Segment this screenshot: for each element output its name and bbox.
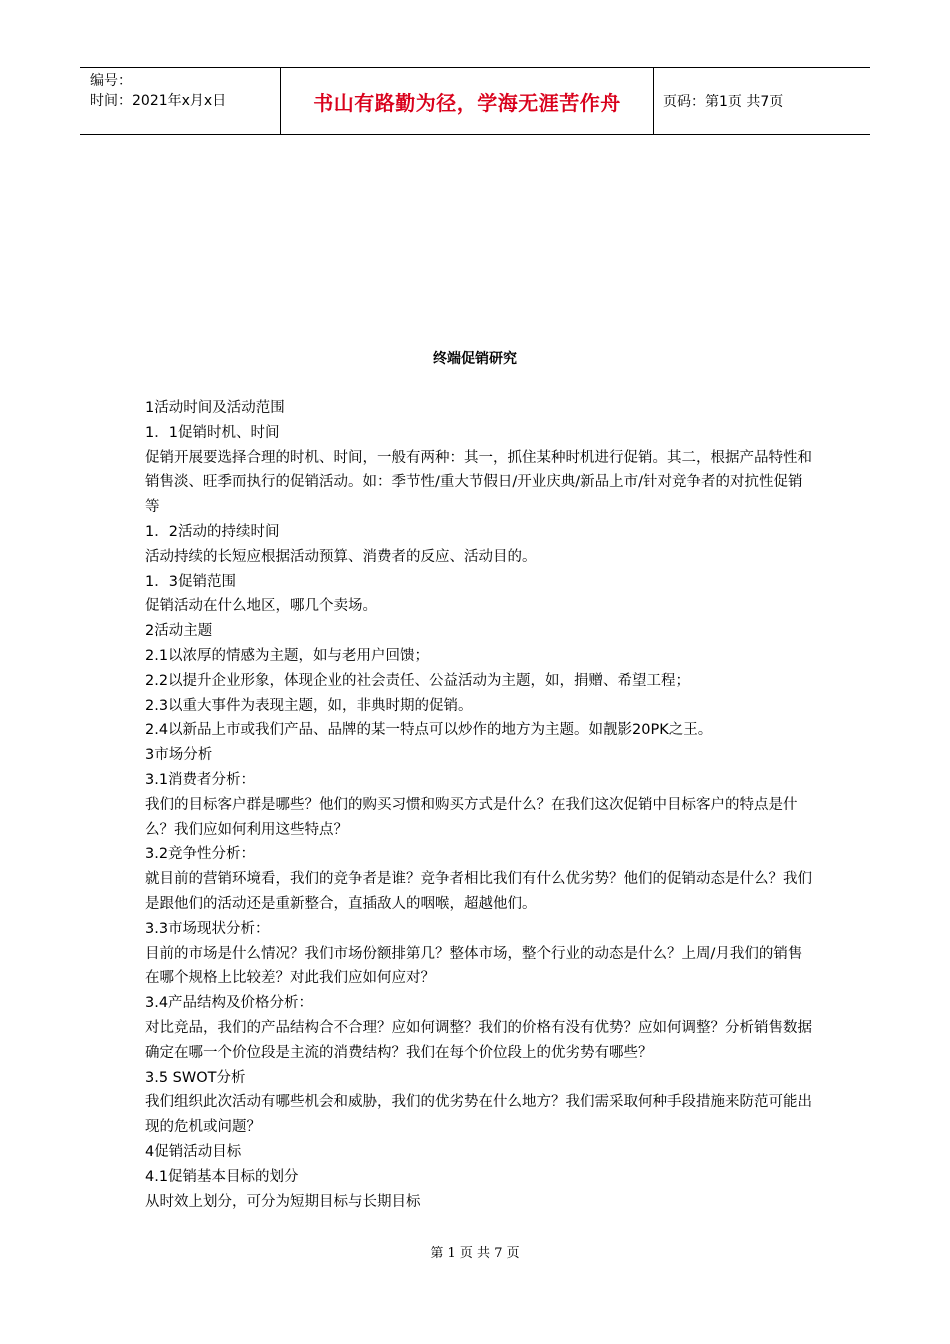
body-line: 2.3以重大事件为表现主题，如，非典时期的促销。	[145, 697, 473, 714]
document-title: 终端促销研究	[433, 351, 517, 367]
body-paragraph: 我们的目标客户群是哪些？他们的购买习惯和购买方式是什么？在我们这次促销中目标客户的特点是什么？我们应如何利用这些特点？	[145, 796, 798, 838]
body-paragraph: 就目前的营销环境看，我们的竞争者是谁？竞争者相比我们有什么优劣势？他们的促销动态是什么？我们是跟他们的活动还是重新整合，直插敌人的咽喉，超越他们。	[145, 871, 812, 912]
body-line: 2.1以浓厚的情感为主题，如与老用户回馈；	[145, 647, 430, 664]
body-line: 4.1促销基本目标的划分	[145, 1168, 299, 1185]
body-line: 1．2活动的持续时间	[145, 523, 280, 540]
header-motto: 书山有路勤为径，学海无涯苦作舟	[281, 68, 654, 134]
body-line: 3.4产品结构及价格分析：	[145, 995, 314, 1012]
document-number-label: 编号：	[90, 73, 132, 89]
header-meta-cell	[80, 68, 281, 134]
body-line: 1活动时间及活动范围	[145, 400, 285, 416]
body-line: 3.5 SWOT分析	[145, 1069, 246, 1086]
body-line: 2活动主题	[145, 623, 213, 640]
body-line: 2.4以新品上市或我们产品、品牌的某一特点可以炒作的地方为主题。如靓影20PK之王。	[145, 722, 713, 739]
body-paragraph: 对比竞品，我们的产品结构合不合理？应如何调整？我们的价格有没有优势？应如何调整？分析销售数据确定在哪一个价位段是主流的消费结构？我们在每个价位段上的优劣势有哪些？	[145, 1019, 812, 1061]
page-footer: 第 1 页 共 7 页	[430, 1246, 520, 1261]
body-line: 3.1消费者分析：	[145, 771, 256, 788]
document-body	[145, 396, 813, 1214]
body-paragraph: 活动持续的长短应根据活动预算、消费者的反应、活动目的。	[145, 548, 537, 565]
body-line: 1．1促销时机、时间	[145, 424, 280, 441]
body-line: 3.2竞争性分析：	[145, 846, 256, 863]
document-header-table	[80, 67, 870, 135]
body-line: 2.2以提升企业形象，体现企业的社会责任、公益活动为主题，如，捐赠、希望工程；	[145, 672, 691, 689]
body-line: 1．3促销范围	[145, 573, 236, 590]
body-paragraph: 目前的市场是什么情况？我们市场份额排第几？整体市场，整个行业的动态是什么？上周/月我们的销售在哪个规格上比较差？对此我们应如何应对？	[145, 945, 803, 987]
body-line: 4促销活动目标	[145, 1143, 242, 1160]
body-paragraph: 促销活动在什么地区，哪几个卖场。	[145, 598, 377, 615]
body-line: 3市场分析	[145, 747, 213, 764]
header-page-info: 页码：第1页 共7页	[663, 94, 784, 110]
body-paragraph: 我们组织此次活动有哪些机会和威胁，我们的优劣势在什么地方？我们需采取何种手段措施来防范可能出现的危机或问题？	[145, 1094, 812, 1136]
body-paragraph: 从时效上划分，可分为短期目标与长期目标	[145, 1193, 421, 1210]
document-date-label: 时间：2021年x月x日	[90, 93, 227, 109]
body-line: 3.3市场现状分析：	[145, 920, 270, 937]
body-paragraph: 促销开展要选择合理的时机、时间，一般有两种：其一，抓住某种时机进行促销。其二，根据产品特性和销售淡、旺季而执行的促销活动。如：季节性/重大节假日/开业庆典/新品上市/针对竞争者的对抗性促销等	[145, 449, 812, 516]
